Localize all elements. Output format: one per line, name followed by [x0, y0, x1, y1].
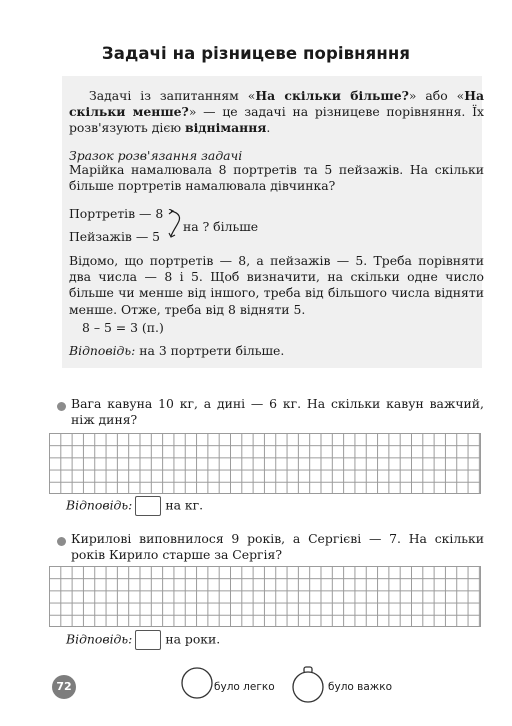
- task2-text: Кирилові виповнилося 9 років, а Сергієві — 7. На скільки років Кирило старше за Сергія?: [71, 531, 484, 563]
- sample-answer-text: на 3 портрети більше.: [135, 343, 285, 358]
- task2-grid[interactable]: [49, 566, 481, 627]
- task2-bullet-icon: [57, 537, 66, 546]
- intro-bold-3: віднімання: [184, 120, 267, 136]
- sample-heading: Зразок розв'язання задачі: [69, 148, 243, 163]
- task1-grid[interactable]: [49, 433, 481, 494]
- page-number: 72: [52, 675, 76, 699]
- task1-answer-unit: на кг.: [165, 497, 204, 513]
- intro-bold-1: На скільки більше?: [255, 88, 409, 103]
- intro-text-2: » або «: [408, 88, 465, 103]
- task1-answer-input[interactable]: [135, 496, 161, 516]
- hard-label: було важко: [328, 681, 393, 693]
- task1-text: Вага кавуна 10 кг, а дині — 6 кг. На скільки кавун важчий, ніж диня?: [71, 396, 484, 428]
- task2-answer-unit: на роки.: [165, 631, 221, 647]
- sample-answer: [69, 343, 284, 358]
- task1-bullet-icon: [57, 402, 66, 411]
- scheme-note: на ? більше: [183, 219, 259, 234]
- sample-explanation: Відомо, що портретів — 8, а пейзажів — 5. Треба порівняти два числа — 8 і 5. Щоб визначити, на скільки одне число більше чи менше від іншого, треба від більшого числа відняти менше. Отже, треба від 8 відняти 5.: [69, 253, 484, 317]
- easy-weight-icon[interactable]: [180, 665, 216, 701]
- sample-task: Марійка намалювала 8 портретів та 5 пейзажів. На скільки більше портретів намалювала дівчинка?: [69, 162, 484, 194]
- sample-calculation: 8 – 5 = 3 (п.): [82, 320, 164, 335]
- intro-text-4: .: [266, 120, 271, 136]
- easy-label: було легко: [214, 681, 275, 693]
- task1-answer-row: [66, 496, 203, 516]
- task2-answer-label: Відповідь:: [66, 631, 133, 647]
- task1-answer-label: Відповідь:: [66, 497, 133, 513]
- task2-answer-input[interactable]: [135, 630, 161, 650]
- scheme-line-landscapes: Пейзажів — 5: [69, 229, 161, 244]
- task2-answer-row: [66, 630, 220, 650]
- intro-paragraph: [69, 88, 484, 137]
- intro-text-1: Задачі із запитанням «: [89, 88, 256, 103]
- hard-weight-icon[interactable]: [290, 664, 330, 704]
- scheme-line-portraits: Портретів — 8: [69, 206, 164, 221]
- page-title: Задачі на різницеве порівняння: [101, 44, 411, 63]
- intro-text-3: » — це задачі на різницеве порівняння. Їх розв'язують дією: [69, 104, 484, 136]
- intro-bold-2: На скільки менше?: [69, 88, 484, 120]
- sample-answer-label: Відповідь:: [69, 343, 136, 358]
